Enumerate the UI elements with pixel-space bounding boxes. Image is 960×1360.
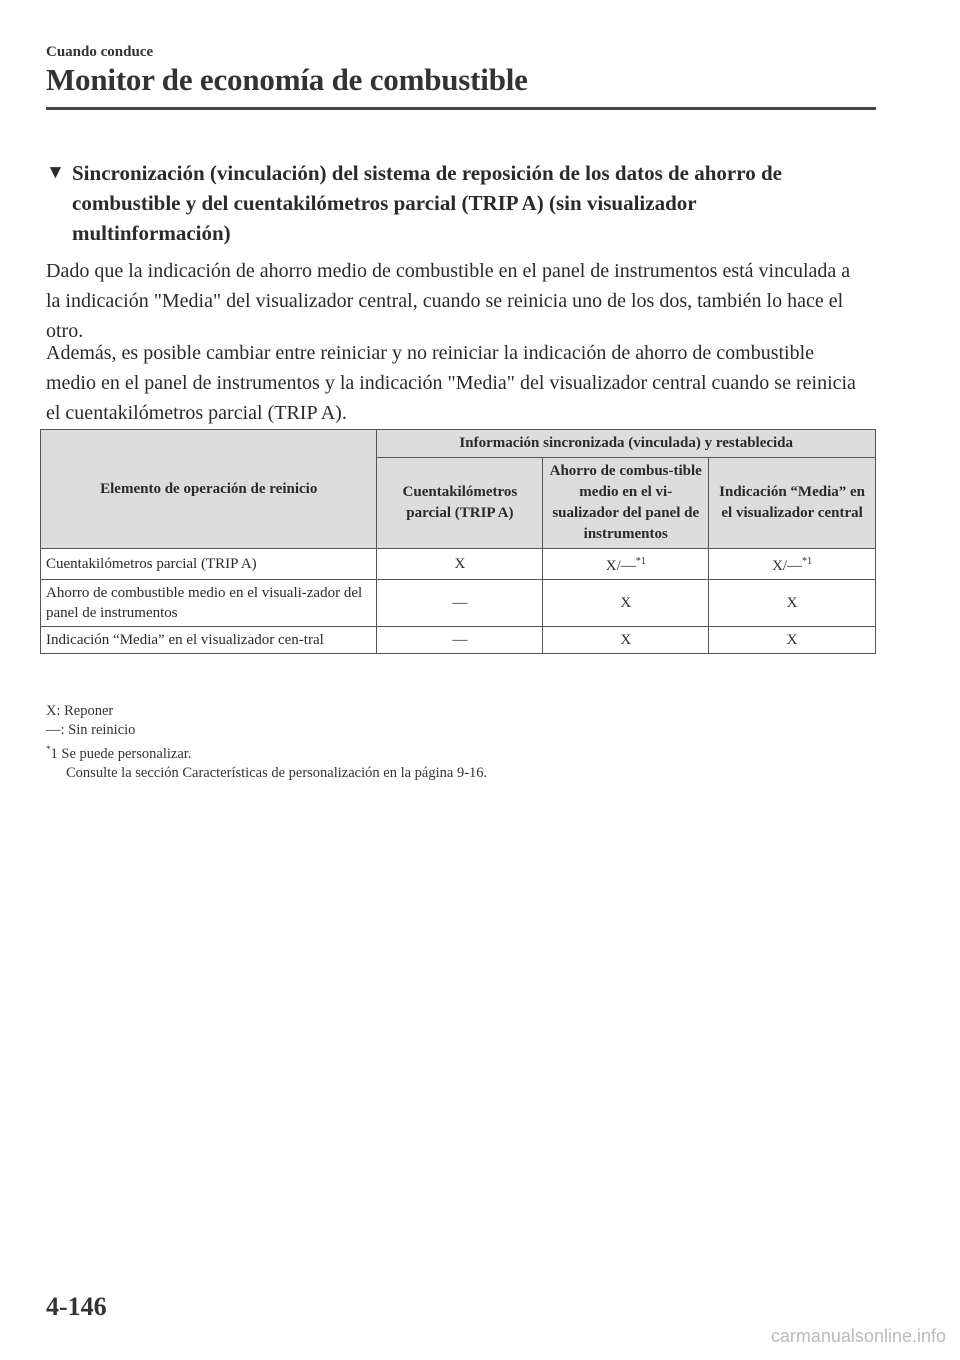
table-row [41,580,876,627]
cell-trip: — [377,627,543,654]
col-header-fuel-average: Ahorro de combus-tible medio en el vi-sualizador del panel de instrumentos [543,458,709,549]
row-label: Cuentakilómetros parcial (TRIP A) [41,549,377,580]
note-reference: Consulte la sección Características de personalización en la página 9-16. [66,764,488,781]
col-header-trip: Cuentakilómetros parcial (TRIP A) [377,458,543,549]
footnote-text: 1 Se puede personalizar. [50,745,192,762]
section-heading-text: Sincronización (vinculación) del sistema de reposición de los datos de ahorro de combustible y del cuentakilómetros parcial (TRIP A) (sin visualizador multinformación) [72,161,782,245]
table-notes [46,702,487,783]
note-no-reset: —: Sin reinicio [46,722,136,738]
cell-value: X/— [605,558,636,574]
row-label: Indicación “Media” en el visualizador cen-tral [41,627,377,654]
note-reset: X: Reponer [46,703,114,719]
cell-fuel-average: X [543,627,709,654]
cell-fuel-average [543,549,709,580]
triangle-bullet-icon: ▼ [46,162,65,183]
col-header-group: Información sincronizada (vinculada) y restablecida [377,430,876,458]
paragraph-1: Dado que la indicación de ahorro medio de combustible en el panel de instrumentos está vinculada a la indicación "Media" del visualizador central, cuando se reinicia uno de los dos, también lo hace el otro. [46,260,851,342]
chapter-label: Cuando conduce [46,44,154,60]
col-header-operation: Elemento de operación de reinicio [41,430,377,549]
cell-media [709,549,876,580]
footnote-marker: *1 [635,556,646,567]
table-row [41,549,876,580]
table-header-row [41,430,876,458]
note-footnote-1 [46,740,487,764]
cell-trip: — [377,580,543,627]
reset-sync-table [40,429,876,654]
page-title: Monitor de economía de combustible [46,62,528,97]
page-number: 4-146 [46,1292,107,1321]
title-divider [46,107,876,110]
table-row [41,627,876,654]
cell-media: X [709,627,876,654]
footnote-marker: *1 [802,556,813,567]
cell-trip: X [377,549,543,580]
watermark: carmanualsonline.info [770,1326,946,1346]
cell-value: X/— [772,558,803,574]
col-header-media: Indicación “Media” en el visualizador central [709,458,876,549]
footnote-asterisk: * [46,744,51,754]
paragraph-2: Además, es posible cambiar entre reiniciar y no reiniciar la indicación de ahorro de combustible medio en el panel de instrumentos y la indicación "Media" del visualizador central cuando se reinicia el cuentakilómetros parcial (TRIP A). [46,342,856,424]
section-heading [46,158,856,248]
row-label: Ahorro de combustible medio en el visuali-zador del panel de instrumentos [41,580,377,627]
cell-fuel-average: X [543,580,709,627]
cell-media: X [709,580,876,627]
